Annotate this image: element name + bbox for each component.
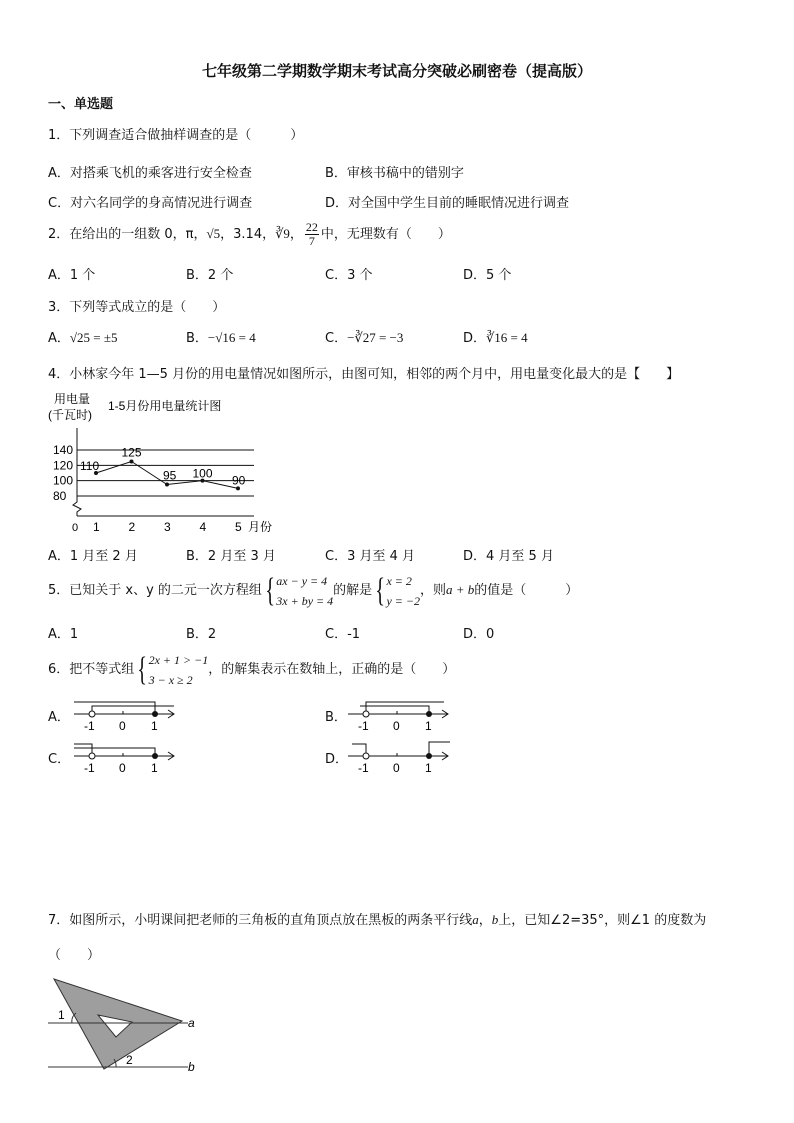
q6-ineq2: 3 − x ≥ 2	[148, 672, 193, 687]
x-tick-label: 2	[128, 520, 136, 534]
q4-option-c[interactable]: C．3 月至 4 月	[325, 549, 416, 564]
tick-label-1: 1	[151, 761, 158, 775]
q5-option-d[interactable]: D．0	[463, 627, 495, 642]
q2-option-b[interactable]: B．2 个	[186, 268, 234, 283]
q5-equation-system	[276, 571, 333, 611]
q7-triangle-figure	[44, 975, 214, 1080]
tick-label-neg1: -1	[358, 761, 369, 775]
solution-bracket-left	[92, 706, 174, 714]
q1-option-c[interactable]: C．对六名同学的身高情况进行调查	[48, 196, 253, 211]
q6-number-line-b	[344, 694, 454, 736]
tick-label-1: 1	[425, 761, 432, 775]
line-a-label: a	[188, 1016, 195, 1030]
q7-answer-paren: （ ）	[48, 948, 101, 963]
tick-label-0: 0	[119, 761, 126, 775]
q3-option-a[interactable]	[48, 327, 118, 346]
q5-stem-part-d: 的值是（ ）	[474, 583, 579, 598]
closed-dot	[152, 753, 158, 759]
x-tick-label: 1	[93, 520, 100, 534]
closed-dot	[152, 711, 158, 717]
q5-eq1: ax − y = 4	[276, 573, 328, 588]
tick-label-1: 1	[151, 719, 158, 733]
q4-option-a[interactable]: A．1 月至 2 月	[48, 549, 138, 564]
q5-stem-part-c: ，则	[420, 583, 447, 598]
solution-bracket-left	[366, 702, 444, 714]
q3-option-b[interactable]	[186, 327, 256, 346]
q5-stem-part-b: 的解是	[333, 583, 373, 598]
open-dot	[89, 753, 95, 759]
q7-stem	[48, 909, 706, 928]
q2-fraction-numerator: 22	[305, 220, 318, 234]
tick-label-neg1: -1	[358, 719, 369, 733]
q2-fraction-denominator: 7	[308, 234, 315, 248]
q2-fraction	[305, 221, 319, 248]
q6-option-b-label: B．	[325, 710, 347, 725]
solution-bracket-right	[360, 706, 429, 714]
q2-stem-part-a: 2．在给出的一组数 0，π，	[48, 227, 207, 242]
q2-cbrt9: ∛9	[275, 226, 290, 241]
q2-stem-part-d: 中，无理数有（ ）	[320, 227, 451, 242]
electricity-line-chart	[44, 388, 294, 538]
q7-stem-part-b: ，	[478, 913, 492, 928]
q5-eq2: 3x + by = 4	[276, 593, 334, 608]
open-dot	[89, 711, 95, 717]
q2-option-d[interactable]: D．5 个	[463, 268, 512, 283]
x-tick-label: 3	[164, 520, 171, 534]
q2-option-a[interactable]: A．1 个	[48, 268, 96, 283]
tick-label-1: 1	[425, 719, 432, 733]
chart-title: 1-5月份用电量统计图	[108, 399, 222, 413]
chart-xlabel: 月份	[248, 520, 273, 534]
tick-label-0: 0	[393, 719, 400, 733]
q4-option-b[interactable]: B．2 月至 3 月	[186, 549, 276, 564]
q2-stem	[48, 220, 451, 249]
angle-2-label: 2	[126, 1053, 133, 1067]
q7-line-b-ref: b	[491, 912, 499, 927]
q5-option-a[interactable]: A．1	[48, 627, 79, 642]
chart-ylabel-line1: 用电量	[54, 392, 91, 406]
q6-option-d-label: D．	[325, 752, 349, 767]
q7-stem-part-a: 7．如图所示，小明课间把老师的三角板的直角顶点放在黑板的两条平行线	[48, 913, 473, 928]
q2-sqrt5: √5	[206, 226, 221, 241]
chart-marks	[80, 446, 246, 491]
chart-origin-label: 0	[72, 522, 79, 534]
q3-option-d-label: D．	[463, 331, 487, 346]
angle-1-label: 1	[58, 1008, 65, 1022]
q6-option-c-label: C．	[48, 752, 71, 767]
q3-option-d[interactable]	[463, 327, 528, 346]
data-point	[130, 460, 134, 464]
q5-stem-part-a: 5．已知关于 x、y 的二元一次方程组	[48, 583, 262, 598]
q6-stem-part-b: ，的解集表示在数轴上，正确的是（ ）	[208, 662, 456, 677]
q6-system-brace: {	[137, 650, 148, 688]
q6-option-a[interactable]	[48, 706, 70, 725]
q7-stem-part-c: 上，已知∠2=35°，则∠1 的度数为	[498, 913, 707, 928]
q3-option-b-label: B．	[186, 331, 208, 346]
solution-bracket-right	[429, 742, 450, 756]
q3-stem: 3．下列等式成立的是（ ）	[48, 300, 226, 315]
q6-number-line-a	[70, 694, 180, 736]
q6-stem	[48, 648, 455, 692]
q5-option-c[interactable]: C．-1	[325, 627, 361, 642]
x-tick-label: 4	[199, 520, 207, 534]
q6-inequality-system	[149, 650, 209, 690]
q1-stem: 1．下列调查适合做抽样调查的是（ ）	[48, 128, 304, 143]
closed-dot	[426, 753, 432, 759]
q5-system-brace: {	[265, 571, 275, 609]
data-label: 125	[121, 445, 142, 460]
q5-sol1: x = 2	[386, 573, 412, 588]
q2-stem-part-b: ，3.14，	[220, 227, 276, 242]
page-title: 七年级第二学期数学期末考试高分突破必刷密卷（提高版）	[201, 62, 592, 80]
q3-option-c[interactable]	[325, 327, 403, 346]
y-tick-label: 80	[53, 489, 67, 503]
q6-option-c[interactable]	[48, 748, 70, 767]
q6-number-line-d	[344, 736, 456, 778]
chart-grid	[53, 443, 254, 503]
q2-option-c[interactable]: C．3 个	[325, 268, 373, 283]
q4-option-d[interactable]: D．4 月至 5 月	[463, 549, 554, 564]
data-point	[165, 483, 169, 487]
q5-solution-brace: {	[375, 571, 386, 609]
q6-option-a-label: A．	[48, 710, 70, 725]
data-label: 90	[232, 473, 246, 488]
q1-option-a[interactable]: A．对搭乘飞机的乘客进行安全检查	[48, 166, 252, 181]
line-b-label: b	[188, 1060, 195, 1074]
y-tick-label: 120	[53, 458, 74, 473]
q4-stem: 4．小林家今年 1—5 月份的用电量情况如图所示，由图可知，相邻的两个月中，用电量变化最大的是【 】	[48, 367, 680, 382]
solution-bracket-right	[74, 748, 155, 756]
q5-sol2: y = −2	[386, 593, 420, 608]
y-tick-label: 140	[53, 443, 74, 457]
data-label: 100	[192, 466, 213, 481]
data-label: 95	[163, 468, 177, 483]
q6-ineq1: 2x + 1 > −1	[148, 652, 209, 667]
q3-option-b-expr: −√16 = 4	[207, 330, 256, 345]
x-tick-label: 5	[235, 520, 242, 534]
open-dot	[363, 711, 369, 717]
solution-bracket-right	[74, 702, 155, 714]
q2-stem-part-c: ，	[289, 227, 303, 242]
q3-option-a-label: A．	[48, 331, 70, 346]
q7-line-a-ref: a	[472, 912, 479, 927]
q1-option-d[interactable]: D．对全国中学生目前的睡眠情况进行调查	[325, 196, 570, 211]
closed-dot	[426, 711, 432, 717]
open-dot	[363, 753, 369, 759]
q5-option-b[interactable]: B．2	[186, 627, 217, 642]
q6-number-line-c	[70, 736, 180, 778]
y-tick-label: 100	[53, 473, 74, 488]
q6-stem-part-a: 6．把不等式组	[48, 662, 135, 677]
q5-stem	[48, 568, 578, 613]
chart-ylabel-line2: (千瓦时)	[48, 408, 92, 422]
section-heading: 一、单选题	[48, 97, 114, 112]
data-label: 110	[80, 459, 100, 473]
tick-label-0: 0	[393, 761, 400, 775]
q1-option-b[interactable]: B．审核书稿中的错别字	[325, 166, 464, 181]
q5-expression: a + b	[446, 582, 475, 597]
q5-solution-system	[386, 571, 420, 611]
q3-option-a-expr: √25 = ±5	[69, 330, 118, 345]
q3-option-c-label: C．	[325, 331, 348, 346]
tick-label-neg1: -1	[84, 719, 95, 733]
tick-label-0: 0	[119, 719, 126, 733]
tick-label-neg1: -1	[84, 761, 95, 775]
q3-option-d-expr: ∛16 = 4	[486, 330, 528, 345]
q3-option-c-expr: −∛27 = −3	[347, 330, 404, 345]
